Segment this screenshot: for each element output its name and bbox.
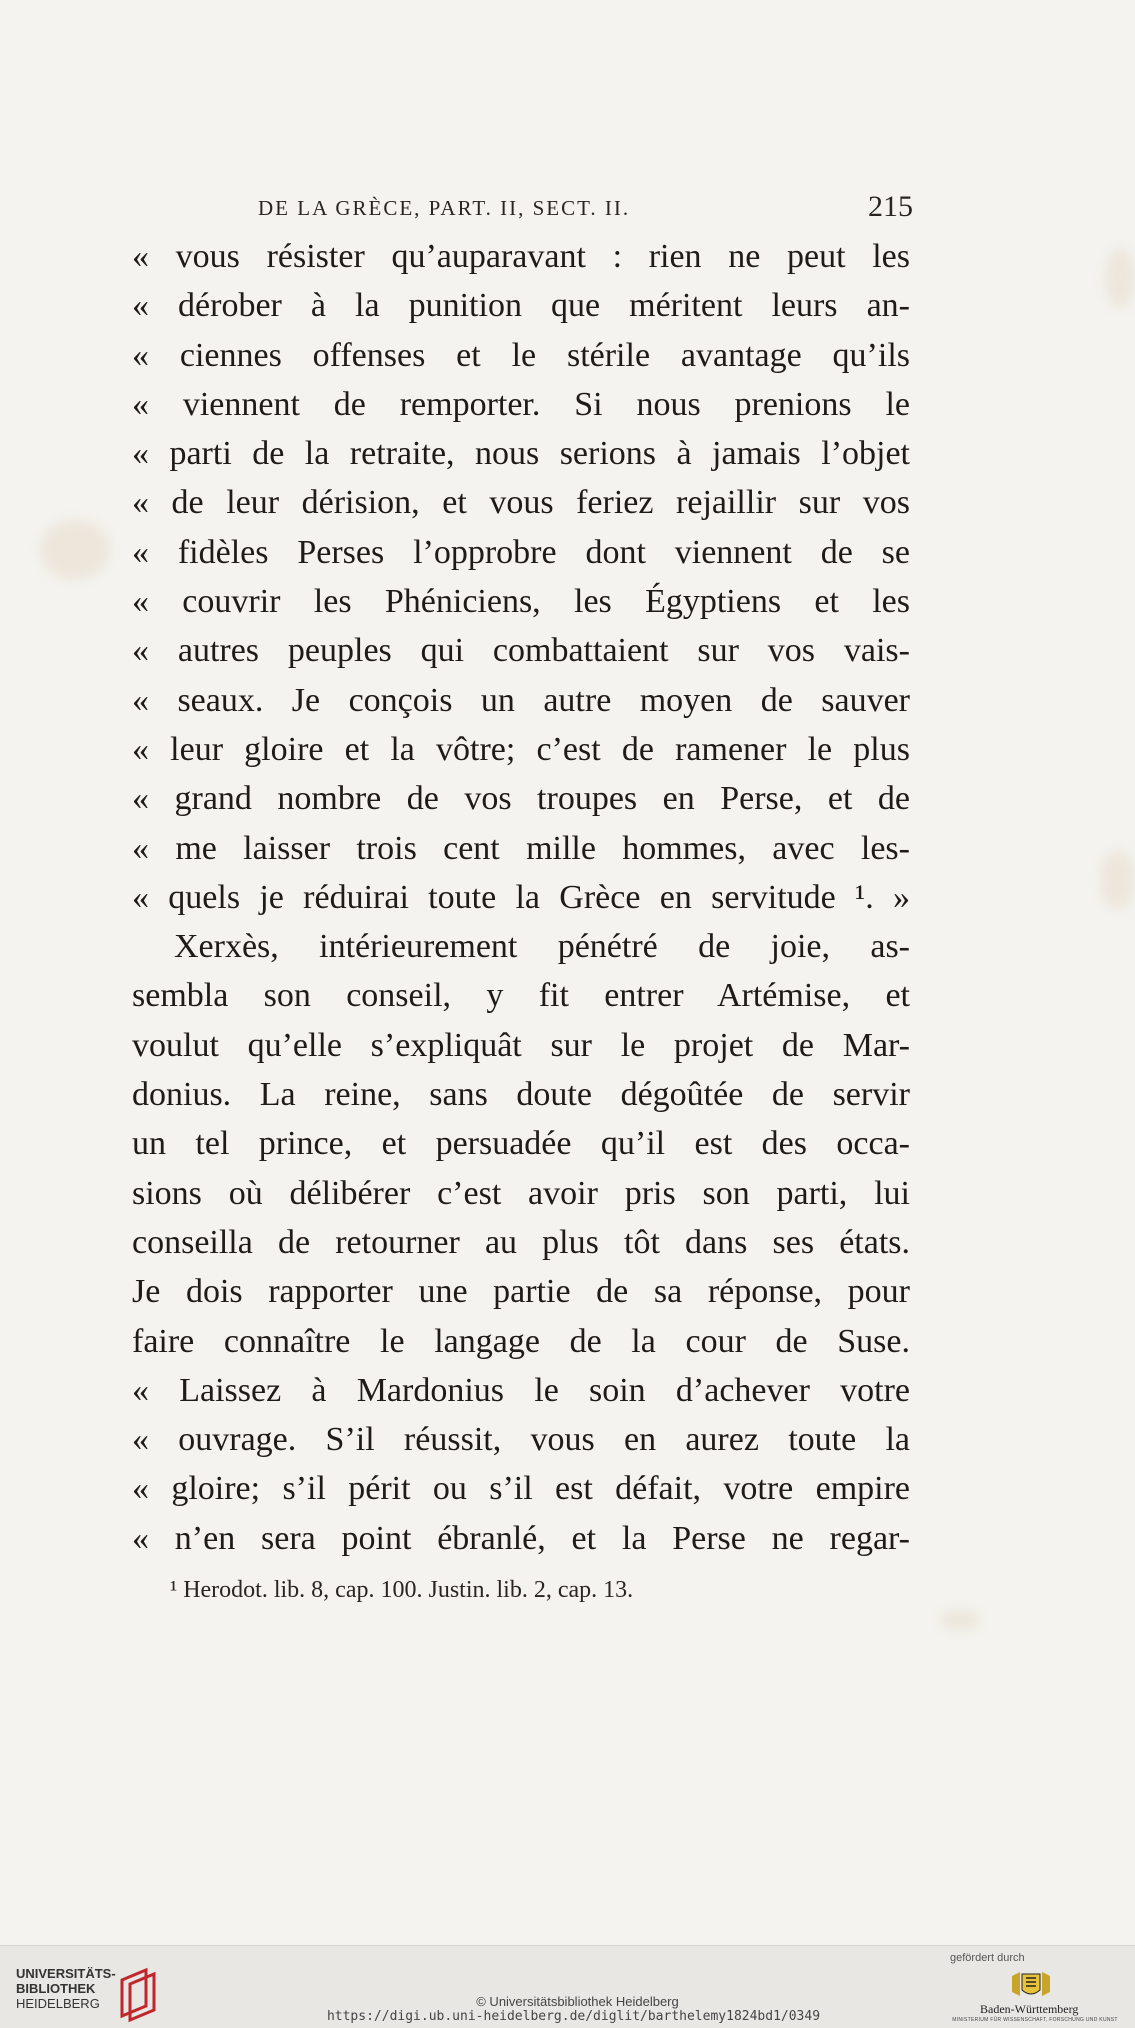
text-line: « me laisser trois cent mille hommes, avec les- bbox=[132, 829, 910, 867]
text-line: « leur gloire et la vôtre; c’est de ramener le plus bbox=[132, 730, 910, 768]
text-line: « dérober à la punition que méritent leurs an- bbox=[132, 287, 910, 325]
body-text bbox=[132, 232, 910, 1563]
text-line: « gloire; s’il périt ou s’il est défait, votre empire bbox=[132, 1470, 910, 1508]
text-line: Xerxès, intérieurement pénétré de joie, as- bbox=[174, 928, 910, 966]
sponsor-label: gefördert durch bbox=[950, 1952, 1025, 1964]
text-line: « ouvrage. S’il réussit, vous en aurez toute la bbox=[132, 1421, 910, 1459]
text-line: « parti de la retraite, nous serions à jamais l’objet bbox=[132, 435, 910, 473]
page-number: 215 bbox=[868, 190, 913, 223]
text-line: faire connaître le langage de la cour de Suse. bbox=[132, 1322, 910, 1360]
paper-stain bbox=[1100, 850, 1135, 910]
text-line: « grand nombre de vos troupes en Perse, et de bbox=[132, 780, 910, 818]
text-line: « couvrir les Phéniciens, les Égyptiens et les bbox=[132, 583, 910, 621]
text-line: donius. La reine, sans doute dégoûtée de servir bbox=[132, 1076, 910, 1114]
library-name-line: BIBLIOTHEK bbox=[16, 1981, 96, 1996]
text-line: « n’en sera point ébranlé, et la Perse ne regar- bbox=[132, 1519, 910, 1557]
text-line: conseilla de retourner au plus tôt dans ses états. bbox=[132, 1223, 910, 1261]
sponsor-name: Baden-Württemberg bbox=[980, 2002, 1079, 2016]
text-line: « Laissez à Mardonius le soin d’achever votre bbox=[132, 1371, 910, 1409]
text-line: « vous résister qu’auparavant : rien ne peut les bbox=[132, 238, 910, 275]
text-line: un tel prince, et persuadée qu’il est des occa- bbox=[132, 1125, 910, 1163]
running-header bbox=[258, 190, 913, 226]
footnote: ¹ Herodot. lib. 8, cap. 100. Justin. lib. 2, cap. 13. bbox=[170, 1577, 634, 1603]
running-title: DE LA GRÈCE, PART. II, SECT. II. bbox=[258, 196, 631, 220]
text-line: « fidèles Perses l’opprobre dont viennent de se bbox=[132, 533, 910, 571]
state-crest-icon bbox=[1008, 1970, 1054, 2000]
viewer-footer bbox=[0, 1945, 1135, 2028]
sponsor-block bbox=[950, 1952, 1120, 2026]
permalink[interactable]: https://digi.ub.uni-heidelberg.de/diglit/barthelemy1824bd1/0349 bbox=[326, 2009, 821, 2024]
text-line: « quels je réduirai toute la Grèce en servitude ¹. » bbox=[132, 878, 910, 916]
library-name-line: HEIDELBERG bbox=[16, 1996, 100, 2011]
text-line: « ciennes offenses et le stérile avantage qu’ils bbox=[132, 336, 910, 374]
text-line: « viennent de remporter. Si nous prenions le bbox=[132, 385, 910, 423]
text-line: voulut qu’elle s’expliquât sur le projet de Mar- bbox=[132, 1026, 910, 1064]
copyright-notice: © Universitätsbibliothek Heidelberg bbox=[476, 1994, 679, 2009]
text-line: « de leur dérision, et vous feriez rejaillir sur vos bbox=[132, 484, 910, 522]
paper-stain bbox=[940, 1610, 980, 1630]
text-line: sembla son conseil, y fit entrer Artémise, et bbox=[132, 977, 910, 1015]
paper-stain bbox=[1105, 248, 1135, 308]
text-line: « seaux. Je conçois un autre moyen de sauver bbox=[132, 681, 910, 719]
text-line: sions où délibérer c’est avoir pris son parti, lui bbox=[132, 1174, 910, 1212]
library-name-line: UNIVERSITÄTS- bbox=[16, 1966, 116, 1981]
text-line: Je dois rapporter une partie de sa réponse, pour bbox=[132, 1273, 910, 1311]
text-line: « autres peuples qui combattaient sur vos vais- bbox=[132, 632, 910, 670]
sponsor-ministry: MINISTERIUM FÜR WISSENSCHAFT, FORSCHUNG UND KUNST bbox=[952, 2017, 1118, 2023]
paper-stain bbox=[40, 520, 110, 580]
